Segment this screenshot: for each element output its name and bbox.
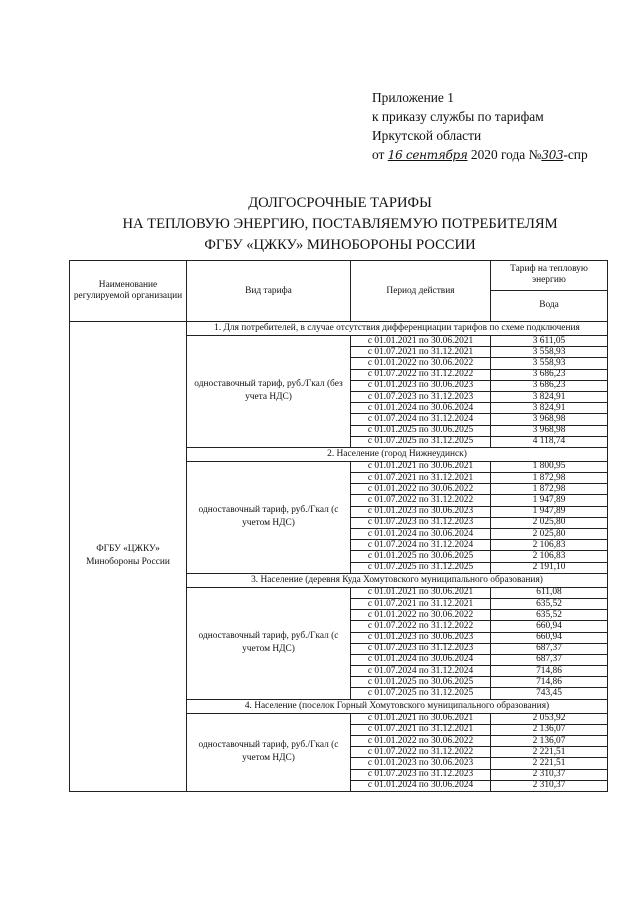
value-cell: 2 310,37 [491,780,608,791]
value-cell: 714,86 [491,677,608,688]
period-cell: с 01.07.2024 по 31.12.2024 [351,540,491,551]
period-cell: с 01.01.2025 по 30.06.2025 [351,677,491,688]
value-cell: 3 968,98 [491,414,608,425]
value-cell: 2 106,83 [491,540,608,551]
period-cell: с 01.07.2025 по 31.12.2025 [351,436,491,447]
period-cell: с 01.07.2021 по 31.12.2021 [351,598,491,609]
period-cell: с 01.01.2022 по 30.06.2022 [351,610,491,621]
value-cell: 660,94 [491,632,608,643]
value-cell: 3 558,93 [491,347,608,358]
date-prefix: от [372,147,385,162]
value-cell: 2 053,92 [491,713,608,724]
value-cell: 2 025,80 [491,517,608,528]
section-title: 3. Население (деревня Куда Хомутовского муниципального образования) [187,573,608,587]
value-cell: 1 872,98 [491,484,608,495]
value-cell: 3 686,23 [491,380,608,391]
value-cell: 714,86 [491,666,608,677]
value-cell: 2 310,37 [491,769,608,780]
period-cell: с 01.01.2023 по 30.06.2023 [351,758,491,769]
tariff-type-cell: одноставочный тариф, руб./Гкал (с учетом НДС) [187,461,351,573]
tariff-table-body [70,261,608,792]
value-cell: 635,52 [491,598,608,609]
section-title: 1. Для потребителей, в случае отсутствия дифференциации тарифов по схеме подключения [187,322,608,336]
period-cell: с 01.07.2024 по 31.12.2024 [351,414,491,425]
value-cell: 3 824,91 [491,403,608,414]
header-tariff-type: Вид тарифа [187,261,351,322]
period-cell: с 01.01.2023 по 30.06.2023 [351,506,491,517]
period-cell: с 01.07.2025 по 31.12.2025 [351,562,491,573]
appendix-line-3: Иркутской области [372,128,482,143]
value-cell: 1 947,89 [491,495,608,506]
period-cell: с 01.01.2021 по 30.06.2021 [351,587,491,598]
period-cell: с 01.07.2023 по 31.12.2023 [351,643,491,654]
period-cell: с 01.07.2024 по 31.12.2024 [351,666,491,677]
period-cell: с 01.01.2022 по 30.06.2022 [351,736,491,747]
title-line-3: ФГБУ «ЦЖКУ» МИНОБОРОНЫ РОССИИ [204,237,476,253]
period-cell: с 01.07.2025 по 31.12.2025 [351,688,491,699]
period-cell: с 01.01.2025 по 30.06.2025 [351,551,491,562]
header-period: Период действия [351,261,491,322]
value-cell: 2 191,10 [491,562,608,573]
period-cell: с 01.01.2022 по 30.06.2022 [351,358,491,369]
period-cell: с 01.01.2023 по 30.06.2023 [351,632,491,643]
value-cell: 3 611,05 [491,336,608,347]
period-cell: с 01.07.2023 по 31.12.2023 [351,769,491,780]
value-cell: 3 558,93 [491,358,608,369]
period-cell: с 01.01.2021 по 30.06.2021 [351,461,491,472]
section-row [70,322,608,336]
period-cell: с 01.07.2022 по 31.12.2022 [351,495,491,506]
period-cell: с 01.01.2024 по 30.06.2024 [351,403,491,414]
tariff-type-cell: одноставочный тариф, руб./Гкал (с учетом НДС) [187,713,351,791]
value-cell: 2 221,51 [491,747,608,758]
value-cell: 743,45 [491,688,608,699]
date-year: 2020 года № [470,147,542,162]
appendix-block [372,88,632,165]
header-row [70,261,608,291]
order-suffix: -спр [563,147,588,162]
appendix-line-2: к приказу службы по тарифам [372,109,544,124]
value-cell: 3 824,91 [491,391,608,402]
tariff-type-cell: одноставочный тариф, руб./Гкал (с учетом НДС) [187,587,351,699]
period-cell: с 01.01.2021 по 30.06.2021 [351,713,491,724]
header-water: Вода [491,290,608,321]
appendix-date-line [372,145,632,165]
period-cell: с 01.01.2024 по 30.06.2024 [351,654,491,665]
period-cell: с 01.07.2022 по 31.12.2022 [351,621,491,632]
title-line-1: ДОЛГОСРОЧНЫЕ ТАРИФЫ [248,195,432,211]
value-cell: 2 136,07 [491,724,608,735]
value-cell: 687,37 [491,654,608,665]
value-cell: 635,52 [491,610,608,621]
value-cell: 611,08 [491,587,608,598]
appendix-line-1: Приложение 1 [372,90,454,105]
tariff-type-cell: одноставочный тариф, руб./Гкал (без учета НДС) [187,336,351,448]
value-cell: 2 136,07 [491,736,608,747]
period-cell: с 01.07.2023 по 31.12.2023 [351,517,491,528]
period-cell: с 01.07.2022 по 31.12.2022 [351,747,491,758]
value-cell: 4 118,74 [491,436,608,447]
value-cell: 3 686,23 [491,369,608,380]
header-tariff-group: Тариф на тепловую энергию [491,261,608,291]
organization-cell: ФГБУ «ЦЖКУ» Минобороны России [70,322,187,792]
section-title: 2. Население (город Нижнеудинск) [187,447,608,461]
period-cell: с 01.01.2021 по 30.06.2021 [351,336,491,347]
period-cell: с 01.01.2024 по 30.06.2024 [351,780,491,791]
document-title [60,193,620,256]
value-cell: 1 872,98 [491,473,608,484]
value-cell: 2 106,83 [491,551,608,562]
period-cell: с 01.01.2022 по 30.06.2022 [351,484,491,495]
period-cell: с 01.01.2024 по 30.06.2024 [351,529,491,540]
value-cell: 3 968,98 [491,425,608,436]
tariff-table [69,260,608,792]
period-cell: с 01.07.2021 по 31.12.2021 [351,347,491,358]
period-cell: с 01.07.2021 по 31.12.2021 [351,473,491,484]
value-cell: 2 221,51 [491,758,608,769]
value-cell: 660,94 [491,621,608,632]
period-cell: с 01.01.2025 по 30.06.2025 [351,425,491,436]
section-title: 4. Население (поселок Горный Хомутовского муниципального образования) [187,699,608,713]
handwritten-number: 303 [541,148,564,162]
period-cell: с 01.07.2023 по 31.12.2023 [351,391,491,402]
title-line-2: НА ТЕПЛОВУЮ ЭНЕРГИЮ, ПОСТАВЛЯЕМУЮ ПОТРЕБИТЕЛЯМ [122,216,558,232]
value-cell: 1 947,89 [491,506,608,517]
header-org: Наименование регулируемой организации [70,261,187,322]
period-cell: с 01.07.2022 по 31.12.2022 [351,369,491,380]
handwritten-date: 16 сентября [387,148,468,162]
value-cell: 687,37 [491,643,608,654]
value-cell: 2 025,80 [491,529,608,540]
period-cell: с 01.07.2021 по 31.12.2021 [351,724,491,735]
value-cell: 1 800,95 [491,461,608,472]
period-cell: с 01.01.2023 по 30.06.2023 [351,380,491,391]
